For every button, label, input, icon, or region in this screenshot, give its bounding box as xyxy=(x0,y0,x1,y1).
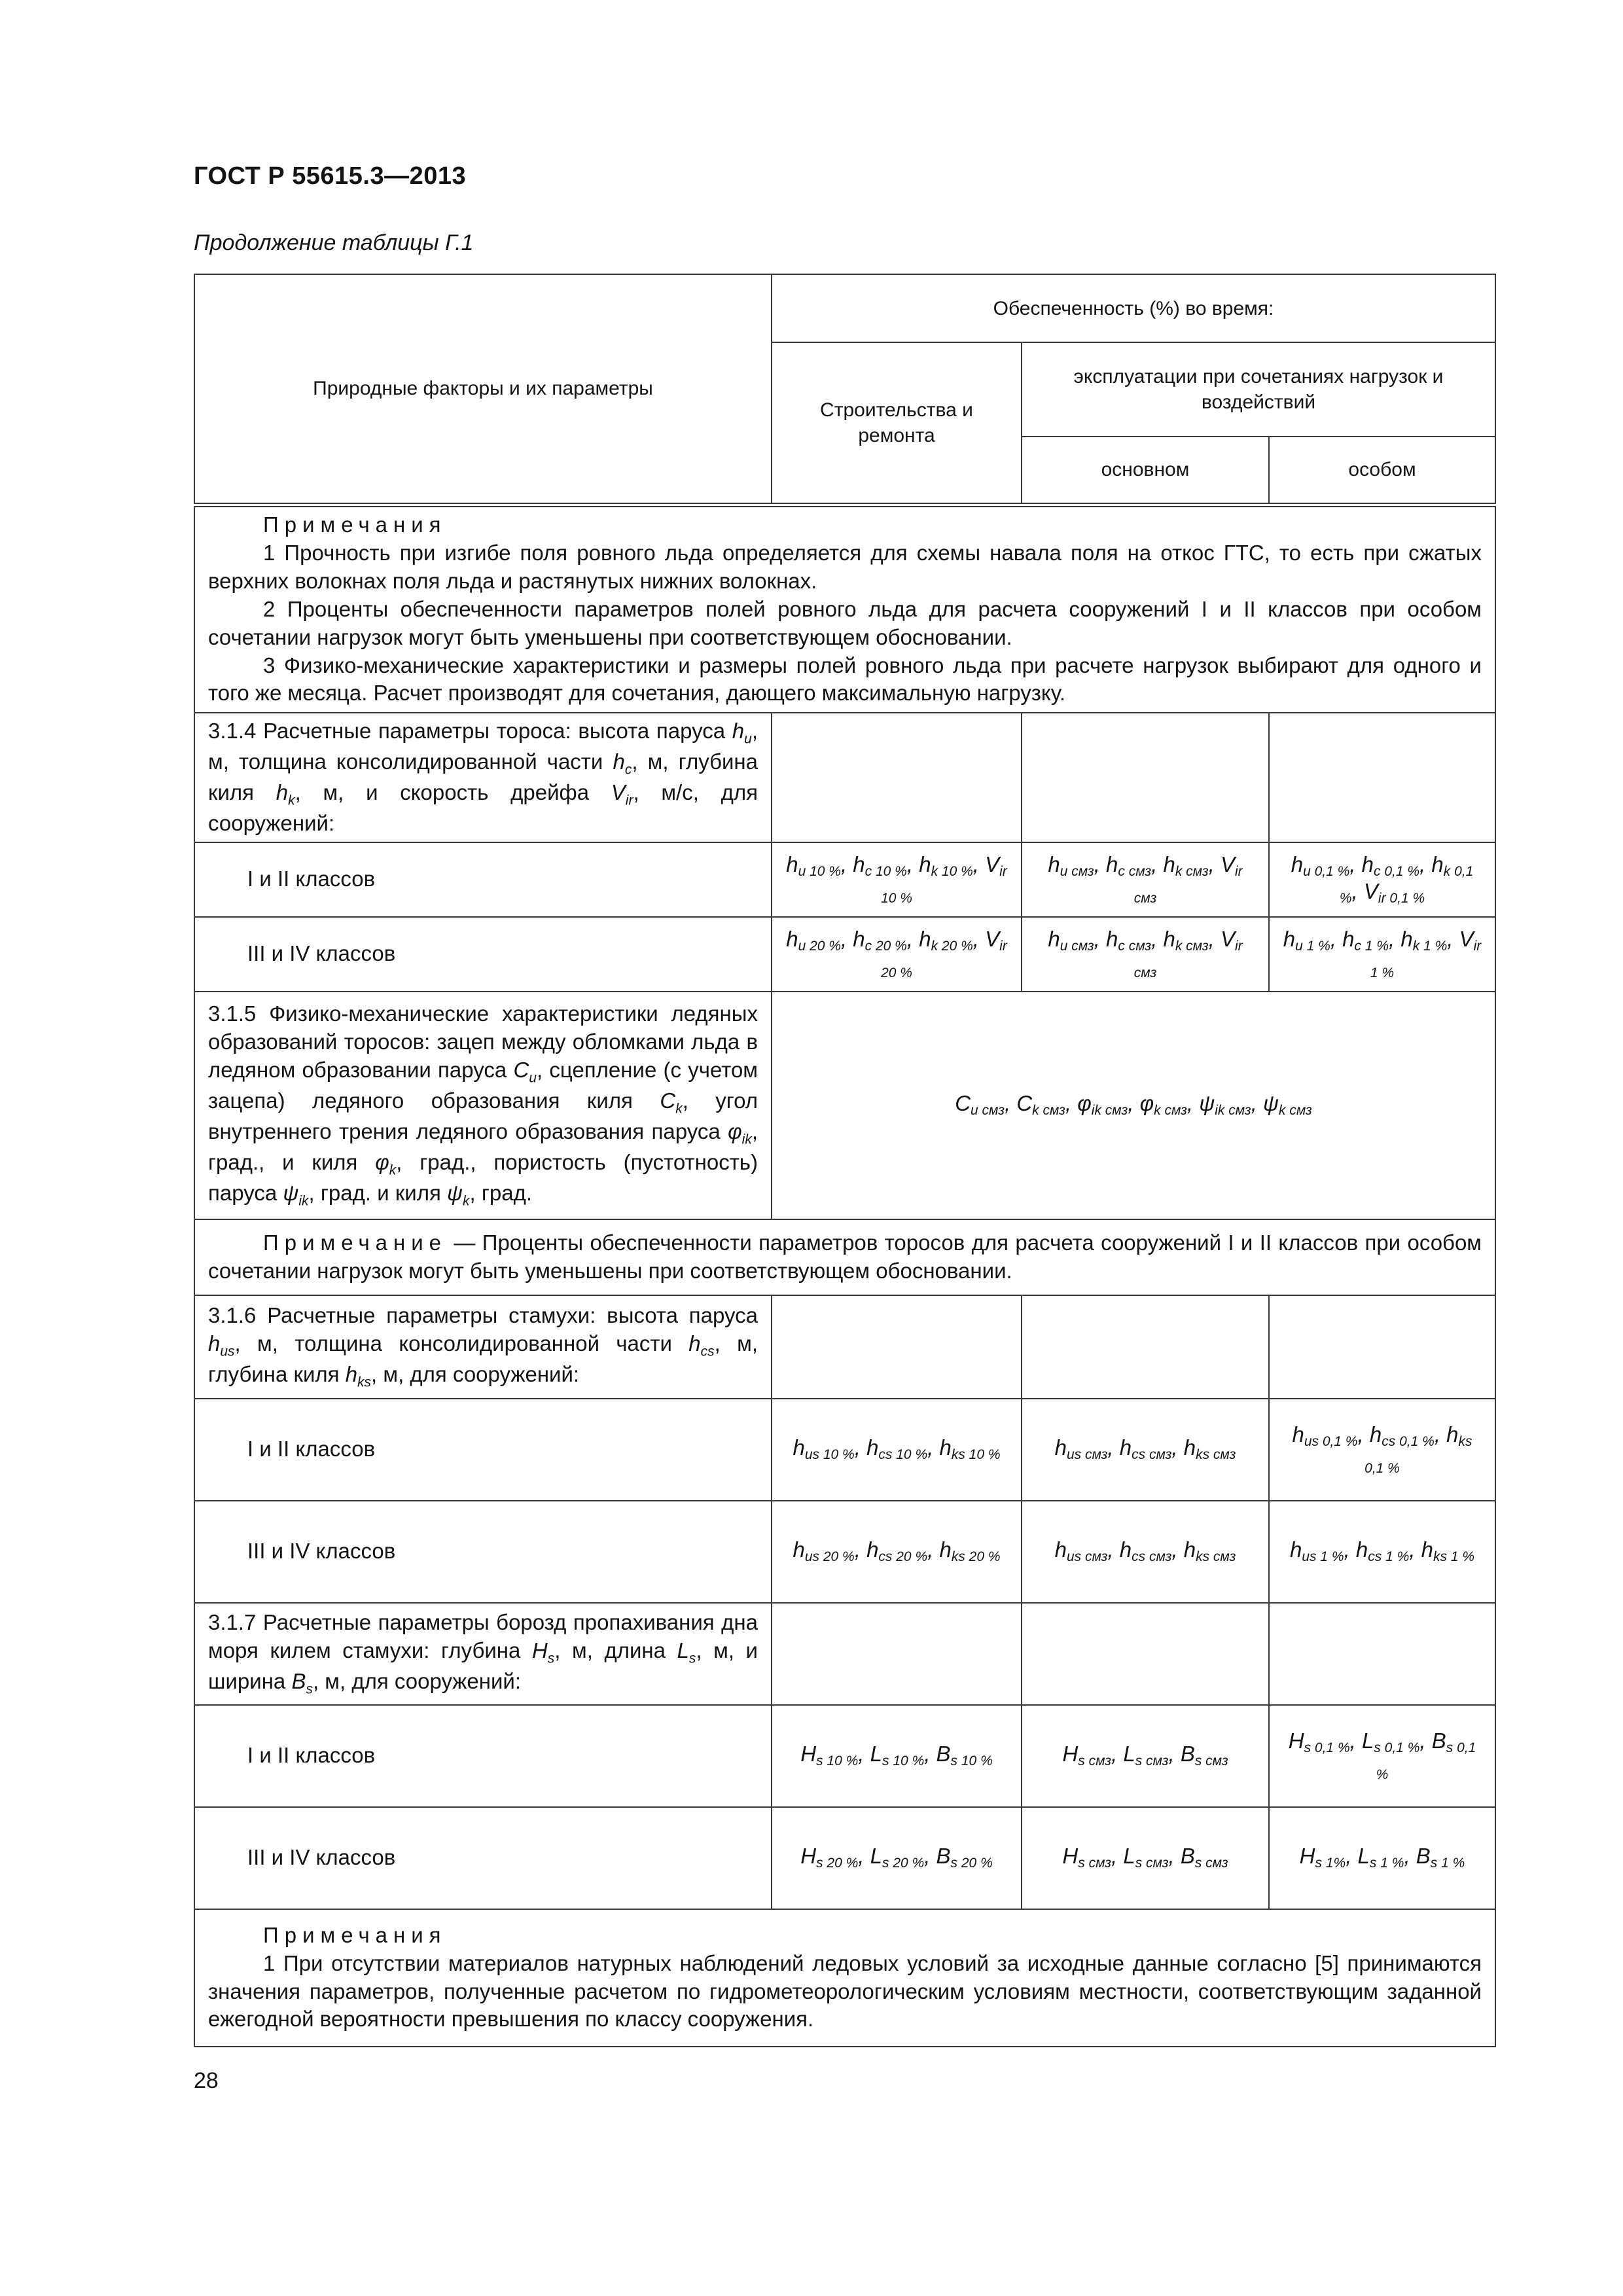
value-cell: $h_{u смз}$, $h_{c смз}$, $h_{k смз}$, $V_{ir смз}$ xyxy=(1022,842,1269,917)
note-item: 1 При отсутствии материалов натурных наблюдений ледовых условий за исходные данные согласно [5] принимаются значения параметров, полученные расчетом по гидрометеорологическим условиям местности, соответствующим заданной ежегодной вероятности превышения по классу сооружения. xyxy=(208,1950,1482,2032)
param-3-1-7-furrows: 3.1.7 Расчетные параметры борозд пропахивания дна моря килем стамухи: глубина $H_s$, м, длина $L_s$, м, и ширина $B_s$, м, для сооружений: xyxy=(194,1603,772,1705)
value-symbol: $V_{ir 1 \%}$ xyxy=(1370,927,1482,980)
value-symbol: $h_{u смз}$ xyxy=(1048,927,1094,954)
value-symbol: $h_{k 0,1 \%}$ xyxy=(1339,852,1474,906)
class-iii-iv: III и IV классов xyxy=(194,917,772,992)
value-symbol: $h_{u 10 \%}$ xyxy=(786,852,841,880)
value-cell: $h_{u 1 \%}$, $h_{c 1 \%}$, $h_{k 1 \%}$, $V_{ir 1 \%}$ xyxy=(1269,917,1495,992)
value-symbol: $h_{cs 1 \%}$ xyxy=(1355,1537,1410,1565)
notes-title: Примечания xyxy=(263,1922,447,1947)
value-cell: $H_{s 10 \%}$, $L_{s 10 \%}$, $B_{s 10 \%}$ xyxy=(772,1705,1022,1807)
header-operation: эксплуатации при сочетаниях нагрузок и воздействий xyxy=(1022,342,1495,437)
value-symbol: $h_{k смз}$ xyxy=(1163,927,1209,954)
value-symbol: $B_{s 0,1 \%}$ xyxy=(1376,1729,1476,1782)
note-title: Примечание xyxy=(263,1230,448,1255)
value-symbol: $B_{s смз}$ xyxy=(1180,1742,1228,1769)
value-symbol: $B_{s 10 \%}$ xyxy=(936,1742,993,1769)
parameters-table xyxy=(194,274,1496,2047)
note-item: 1 Прочность при изгибе поля ровного льда определяется для схемы навала поля на откос ГТС, то есть при сжатых верхних волокнах поля льда и растянутых нижних волокнах. xyxy=(208,541,1482,593)
value-symbol: $h_{us 1 \%}$ xyxy=(1289,1537,1344,1565)
value-symbol: $H_{s смз}$ xyxy=(1062,1742,1111,1769)
value-symbol: $h_{k 10 \%}$ xyxy=(919,852,973,880)
table-continuation-caption: Продолжение таблицы Г.1 xyxy=(194,230,474,255)
empty-cell xyxy=(772,1603,1022,1705)
value-symbol: $\varphi_{ik смз}$ xyxy=(1077,1091,1128,1119)
notes-title: Примечания xyxy=(263,512,447,537)
value-symbol: $h_{us 10 \%}$ xyxy=(793,1435,855,1463)
header-special: особом xyxy=(1269,437,1495,505)
notes-ice-fields xyxy=(194,505,1495,713)
class-i-ii: I и II классов xyxy=(194,1399,772,1501)
value-symbol: $h_{k смз}$ xyxy=(1163,852,1209,880)
class-i-ii: I и II классов xyxy=(194,842,772,917)
value-symbol: $H_{s 0,1 \%}$ xyxy=(1288,1729,1350,1756)
value-symbol: $\psi_{k смз}$ xyxy=(1263,1091,1312,1119)
value-symbol: $h_{u 0,1 \%}$ xyxy=(1291,852,1350,880)
empty-cell xyxy=(1269,1295,1495,1399)
value-symbol: $L_{s смз}$ xyxy=(1123,1844,1169,1871)
value-symbol: $H_{s смз}$ xyxy=(1062,1844,1111,1871)
empty-cell xyxy=(1022,1295,1269,1399)
empty-cell xyxy=(1022,713,1269,842)
param-3-1-4-torus: 3.1.4 Расчетные параметры тороса: высота паруса $h_u$, м, толщина консолидированной части $h_c$, м, глубина киля $h_k$, м, и скорость дрейфа $V_{ir}$, м/с, для сооружений: xyxy=(194,713,772,842)
param-3-1-6-stamukha: 3.1.6 Расчетные параметры стамухи: высота паруса $h_{us}$, м, толщина консолидированной части $h_{cs}$, м, глубина киля $h_{ks}$, м, для сооружений: xyxy=(194,1295,772,1399)
value-symbol: $h_{c смз}$ xyxy=(1106,852,1152,880)
value-symbol: $\varphi_{k смз}$ xyxy=(1139,1091,1187,1119)
value-symbol: $h_{c 10 \%}$ xyxy=(853,852,907,880)
value-symbol: $B_{s смз}$ xyxy=(1180,1844,1228,1871)
value-symbol: $h_{ks 20 \%}$ xyxy=(939,1537,1001,1565)
value-cell: $H_{s 0,1 \%}$, $L_{s 0,1 \%}$, $B_{s 0,1 \%}$ xyxy=(1269,1705,1495,1807)
notes-furrows xyxy=(194,1909,1495,2047)
empty-cell xyxy=(1269,713,1495,842)
value-symbol: $h_{cs 0,1 \%}$ xyxy=(1369,1422,1435,1450)
value-symbol: $h_{cs 10 \%}$ xyxy=(866,1435,928,1463)
value-cell-merged: $C_{u смз}$, $C_{k смз}$, $\varphi_{ik смз}$, $\varphi_{k смз}$, $\psi_{ik смз}$, $\psi_{k смз}$ xyxy=(772,992,1495,1219)
value-symbol: $C_{k смз}$ xyxy=(1016,1091,1065,1119)
value-symbol: $h_{cs смз}$ xyxy=(1119,1537,1172,1565)
value-cell: $h_{us 0,1 \%}$, $h_{cs 0,1 \%}$, $h_{ks 0,1 \%}$ xyxy=(1269,1399,1495,1501)
value-symbol: $\psi_{ik смз}$ xyxy=(1199,1091,1251,1119)
class-i-ii: I и II классов xyxy=(194,1705,772,1807)
value-symbol: $h_{ks смз}$ xyxy=(1183,1537,1236,1565)
value-symbol: $H_{s 10 \%}$ xyxy=(800,1742,859,1769)
value-cell: $h_{us 10 \%}$, $h_{cs 10 \%}$, $h_{ks 10 \%}$ xyxy=(772,1399,1022,1501)
value-cell: $H_{s смз}$, $L_{s смз}$, $B_{s смз}$ xyxy=(1022,1705,1269,1807)
value-cell: $H_{s смз}$, $L_{s смз}$, $B_{s смз}$ xyxy=(1022,1807,1269,1909)
value-symbol: $h_{ks 10 \%}$ xyxy=(939,1435,1001,1463)
param-3-1-5-torus-mechanics: 3.1.5 Физико-механические характеристики ледяных образований торосов: зацеп между обломками льда в ледяном образовании паруса $C_u$, сцепление (с учетом зацепа) ледяного образования киля $C_k$, угол внутреннего трения ледяного образования паруса $\varphi_{ik}$, град., и киля $\varphi_k$, град., пористость (пустотность) паруса $\psi_{ik}$, град. и киля $\psi_k$, град. xyxy=(194,992,772,1219)
value-cell: $h_{u смз}$, $h_{c смз}$, $h_{k смз}$, $V_{ir смз}$ xyxy=(1022,917,1269,992)
value-cell: $h_{u 20 \%}$, $h_{c 20 \%}$, $h_{k 20 \%}$, $V_{ir 20 \%}$ xyxy=(772,917,1022,992)
value-symbol: $L_{s 0,1 \%}$ xyxy=(1361,1729,1420,1756)
header-basic: основном xyxy=(1022,437,1269,505)
value-symbol: $L_{s смз}$ xyxy=(1123,1742,1169,1769)
value-symbol: $h_{ks 1 \%}$ xyxy=(1421,1537,1475,1565)
value-symbol: $V_{ir смз}$ xyxy=(1133,852,1243,906)
value-symbol: $h_{c 20 \%}$ xyxy=(853,927,907,954)
note-item: 2 Проценты обеспеченности параметров полей ровного льда для расчета сооружений I и II классов при особом сочетании нагрузок могут быть уменьшены при соответствующем обосновании. xyxy=(208,596,1482,649)
class-iii-iv: III и IV классов xyxy=(194,1501,772,1603)
value-symbol: $h_{us 20 \%}$ xyxy=(793,1537,855,1565)
empty-cell xyxy=(772,1295,1022,1399)
value-symbol: $V_{ir 10 \%}$ xyxy=(881,852,1007,906)
header-construction: Строительства и ремонта xyxy=(772,342,1022,505)
value-symbol: $L_{s 20 \%}$ xyxy=(870,1844,925,1871)
value-symbol: $B_{s 20 \%}$ xyxy=(936,1844,993,1871)
value-symbol: $V_{ir смз}$ xyxy=(1133,927,1243,980)
value-symbol: $h_{ks смз}$ xyxy=(1183,1435,1236,1463)
value-cell: $h_{us смз}$, $h_{cs смз}$, $h_{ks смз}$ xyxy=(1022,1501,1269,1603)
value-cell: $h_{us 20 \%}$, $h_{cs 20 \%}$, $h_{ks 20 \%}$ xyxy=(772,1501,1022,1603)
document-header: ГОСТ Р 55615.3—2013 xyxy=(194,162,467,190)
value-symbol: $V_{ir 0,1 \%}$ xyxy=(1363,878,1425,906)
empty-cell xyxy=(772,713,1022,842)
value-symbol: $h_{us 0,1 \%}$ xyxy=(1292,1422,1358,1450)
note-item: 3 Физико-механические характеристики и размеры полей ровного льда при расчете нагрузок выбирают для одного и того же месяца. Расчет производят для сочетания, дающего максимальную нагрузку. xyxy=(208,653,1482,706)
value-symbol: $h_{ks 0,1 \%}$ xyxy=(1364,1422,1472,1476)
value-symbol: $H_{s 1\%}$ xyxy=(1299,1844,1346,1871)
empty-cell xyxy=(1022,1603,1269,1705)
value-cell: $H_{s 20 \%}$, $L_{s 20 \%}$, $B_{s 20 \%}$ xyxy=(772,1807,1022,1909)
value-symbol: $B_{s 1 \%}$ xyxy=(1416,1844,1465,1871)
value-symbol: $V_{ir 20 \%}$ xyxy=(881,927,1007,980)
value-symbol: $H_{s 20 \%}$ xyxy=(800,1844,859,1871)
value-symbol: $h_{u 20 \%}$ xyxy=(786,927,841,954)
page-number: 28 xyxy=(194,2068,219,2093)
value-symbol: $h_{us смз}$ xyxy=(1054,1537,1108,1565)
value-symbol: $L_{s 1 \%}$ xyxy=(1357,1844,1404,1871)
header-natural-factors: Природные факторы и их параметры xyxy=(194,274,772,505)
empty-cell xyxy=(1269,1603,1495,1705)
class-iii-iv: III и IV классов xyxy=(194,1807,772,1909)
value-symbol: $h_{k 20 \%}$ xyxy=(919,927,973,954)
value-symbol: $h_{u 1 \%}$ xyxy=(1283,927,1330,954)
value-symbol: $h_{us смз}$ xyxy=(1054,1435,1108,1463)
value-symbol: $h_{cs 20 \%}$ xyxy=(866,1537,928,1565)
value-symbol: $h_{cs смз}$ xyxy=(1119,1435,1172,1463)
value-symbol: $h_{c смз}$ xyxy=(1106,927,1152,954)
value-cell: $h_{u 10 \%}$, $h_{c 10 \%}$, $h_{k 10 \%}$, $V_{ir 10 \%}$ xyxy=(772,842,1022,917)
value-symbol: $h_{k 1 \%}$ xyxy=(1400,927,1448,954)
value-symbol: $h_{c 0,1 \%}$ xyxy=(1361,852,1420,880)
value-symbol: $L_{s 10 \%}$ xyxy=(870,1742,925,1769)
value-cell: $h_{us 1 \%}$, $h_{cs 1 \%}$, $h_{ks 1 \%}$ xyxy=(1269,1501,1495,1603)
value-cell: $H_{s 1\%}$, $L_{s 1 \%}$, $B_{s 1 \%}$ xyxy=(1269,1807,1495,1909)
note-torus: Примечание — Проценты обеспеченности параметров торосов для расчета сооружений I и II классов при особом сочетании нагрузок могут быть уменьшены при соответствующем обосновании. xyxy=(194,1219,1495,1295)
value-symbol: $h_{u смз}$ xyxy=(1048,852,1094,880)
value-cell: $h_{u 0,1 \%}$, $h_{c 0,1 \%}$, $h_{k 0,1 \%}$, $V_{ir 0,1 \%}$ xyxy=(1269,842,1495,917)
value-cell: $h_{us смз}$, $h_{cs смз}$, $h_{ks смз}$ xyxy=(1022,1399,1269,1501)
value-symbol: $C_{u смз}$ xyxy=(955,1091,1005,1119)
header-probability-group: Обеспеченность (%) во время: xyxy=(772,274,1495,342)
value-symbol: $h_{c 1 \%}$ xyxy=(1342,927,1389,954)
